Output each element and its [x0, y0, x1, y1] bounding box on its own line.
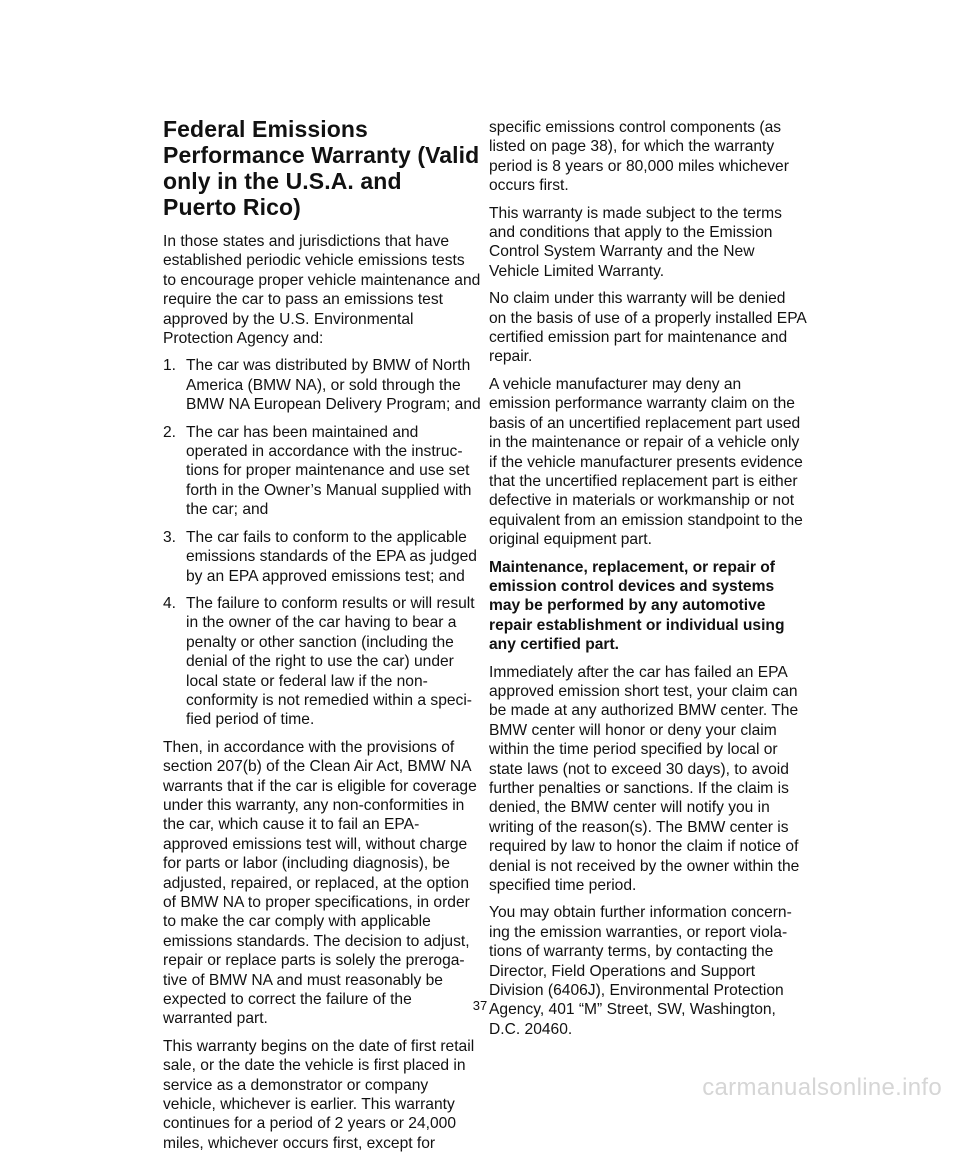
- claim-procedure-paragraph: Immediately after the car has failed an EPA approved emission short test, your claim can be made at any authorized BMW center. The BMW center will honor or deny your claim within the time period specified by local or state laws (not to exceed 30 days), to avoid further penalties or sanctions. If the claim is denied, the BMW center will notify you in writing of the reason(s). The BMW center is required by law to honor the claim if notice of denial is not received by the owner within the specified time period.: [489, 663, 800, 895]
- repair-notice-paragraph: Maintenance, replacement, or repair of emission control devices and systems may be performed by any automotive repair establishment or individual using any certified part.: [489, 558, 785, 654]
- continued-paragraph: specific emissions control components (as listed on page 38), for which the warranty period is 8 years or 80,000 miles whichever occurs first.: [489, 119, 789, 195]
- condition-number: 3.: [163, 528, 177, 546]
- clean-air-act-paragraph: Then, in accordance with the provisions of section 207(b) of the Clean Air Act, BMW NA warrants that if the car is eligible for coverage under this warranty, any non-conformities in the car, which cause it to fail an EPA-approved emissions test will, without charge for parts or labor (including diagnosis), be adjusted, repaired, or replaced, at the option of BMW NA to proper specifications, in order to make the car comply with applicable emissions standards. The decision to adjust, repair or replace parts is solely the preroga-tive of BMW NA and must reasonably be expected to correct the failure of the warranted part.: [163, 738, 477, 1028]
- condition-item: [163, 356, 481, 414]
- section-heading: Federal Emissions Performance Warranty (Valid only in the U.S.A. and Puerto Rico): [163, 116, 480, 220]
- condition-number: 4.: [163, 594, 177, 612]
- right-column: [489, 118, 807, 1047]
- intro-paragraph: In those states and jurisdictions that have established periodic vehicle emissions tests to encourage proper vehicle maintenance and require the car to pass an emissions test approved by the U.S. Environmental Protection Agency and:: [163, 233, 481, 348]
- manufacturer-paragraph: A vehicle manufacturer may deny an emission performance warranty claim on the basis of an uncertified replacement part used in the maintenance or repair of a vehicle only if the vehicle manufacturer presents evidence that the uncertified replacement part is either defective in materials or workmanship or not equivalent from an emission standpoint to the original equipment part.: [489, 375, 803, 549]
- contact-paragraph: You may obtain further information concern-ing the emission warranties, or report viola-tions of warranty terms, by contacting the Director, Field Operations and Support Division (6406J), Environmental Protection Agency, 401 “M” Street, SW, Washington, D.C. 20460.: [489, 904, 792, 1038]
- warranty-begins-paragraph: This warranty begins on the date of first retail sale, or the date the vehicle is first placed in service as a demonstrator or company vehicle, whichever is earlier. This warranty continues for a period of 2 years or 24,000 miles, whichever occurs first, except for: [163, 1037, 475, 1152]
- watermark: carmanualsonline.info: [702, 1074, 942, 1101]
- condition-text: The car has been maintained and operated in accordance with the instruc-tions for proper maintenance and use set forth in the Owner’s Manual supplied with the car; and: [186, 423, 472, 519]
- condition-item: [163, 594, 481, 730]
- terms-paragraph: This warranty is made subject to the terms and conditions that apply to the Emission Control System Warranty and the New Vehicle Limited Warranty.: [489, 204, 782, 280]
- conditions-list: [163, 356, 481, 729]
- condition-text: The car was distributed by BMW of North America (BMW NA), or sold through the BMW NA European Delivery Program; and: [186, 357, 481, 414]
- condition-text: The failure to conform results or will result in the owner of the car having to bear a penalty or other sanction (including the denial of the right to use the car) under local state or federal law if the non-conformity is not remedied within a speci-fied period of time.: [186, 594, 475, 729]
- condition-number: 2.: [163, 423, 177, 441]
- page-number: 37: [472, 998, 488, 1013]
- condition-number: 1.: [163, 357, 177, 375]
- no-claim-paragraph: No claim under this warranty will be denied on the basis of use of a properly installed EPA certified emission part for maintenance and repair.: [489, 290, 806, 366]
- condition-text: The car fails to conform to the applicable emissions standards of the EPA as judged by an EPA approved emissions test; and: [186, 528, 477, 585]
- condition-item: [163, 528, 481, 586]
- condition-item: [163, 423, 481, 520]
